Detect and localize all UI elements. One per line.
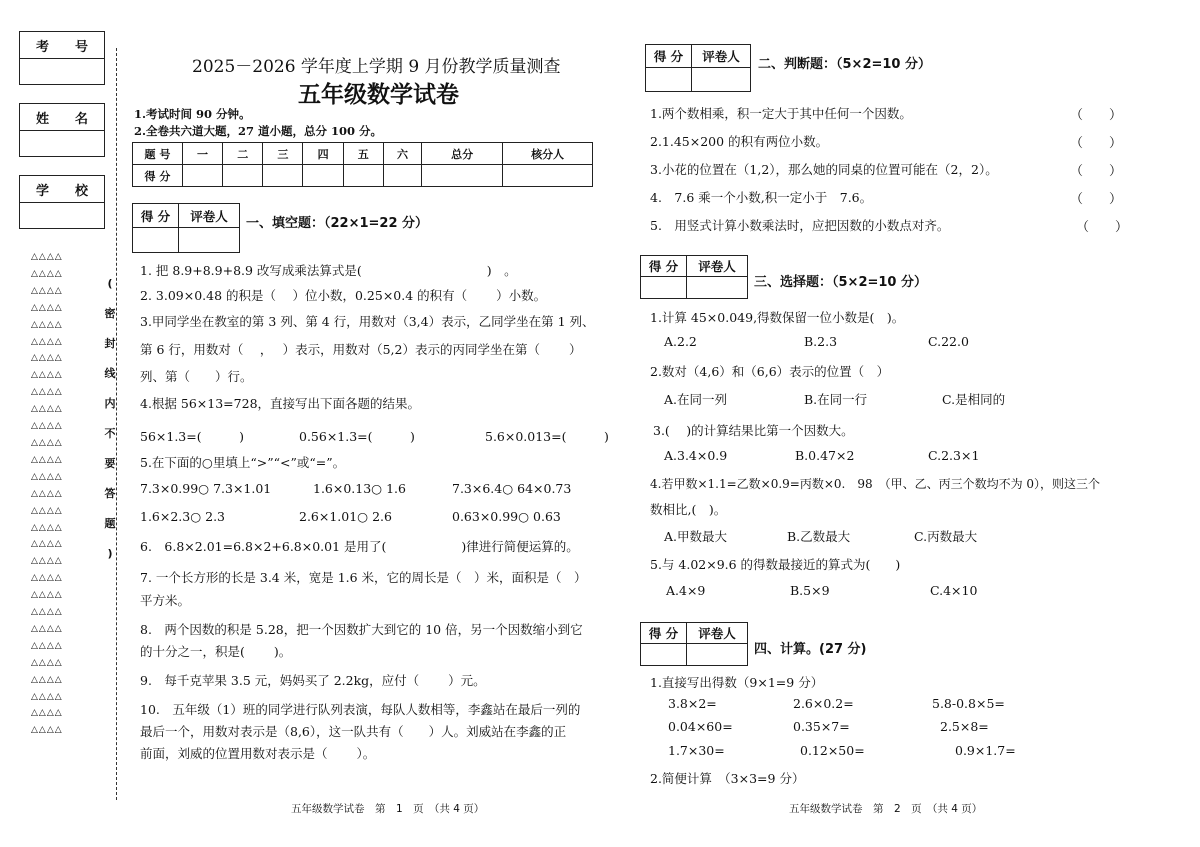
triangle-row: △△△△ (31, 640, 63, 651)
seal-char: 要 (104, 457, 116, 470)
grader-score-label: 得 分 (641, 623, 687, 643)
section4-heading: 四、计算。(27 分) (754, 642, 867, 657)
triangle-row: △△△△ (31, 387, 63, 398)
q3-fill-line1: 3.甲同学坐在教室的第 3 列、第 4 行，用数对（3,4）表示，乙同学坐在第 1 列、 (140, 314, 595, 329)
note-total: 2.全卷共六道大题，27 道小题，总分 100 分。 (134, 124, 383, 138)
grader-score-label: 得 分 (641, 256, 687, 276)
score-table-header: 四 (303, 143, 343, 165)
triangle-row: △△△△ (31, 252, 63, 262)
score-table-header: 题 号 (133, 143, 183, 165)
score-cell[interactable] (383, 165, 421, 187)
grader-name-label: 评卷人 (698, 626, 736, 641)
q5-compare: 7.3×6.4○ 64×0.73 (452, 481, 572, 496)
seal-char: 不 (104, 427, 116, 440)
choice-option: B.乙数最大 (787, 529, 851, 544)
q5-compare: 1.6×0.13○ 1.6 (313, 481, 406, 496)
choice-q1: 1.计算 45×0.049,得数保留一位小数是( )。 (650, 310, 905, 325)
score-cell[interactable] (303, 165, 343, 187)
grader-score-label: 得 分 (133, 204, 179, 227)
judge-answer-slot[interactable]: （ ） (1070, 192, 1123, 207)
section2-heading: 二、判断题：（5×2=10 分） (758, 57, 931, 72)
grader-name-label: 评卷人 (190, 208, 228, 224)
q10-fill-line3: 前面，刘威的位置用数对表示是（ ）。 (140, 746, 376, 761)
triangle-row: △△△△ (31, 556, 63, 567)
choice-q4-line2: 数相比,( )。 (650, 502, 727, 517)
seal-char: 封 (104, 337, 116, 350)
choice-option: A.2.2 (664, 334, 697, 349)
seal-char: ( (107, 277, 113, 290)
triangle-row: △△△△ (31, 370, 63, 381)
exam-number-box[interactable] (19, 31, 105, 85)
q8-fill-line2: 的十分之一，积是( )。 (140, 644, 292, 659)
triangle-row: △△△△ (31, 268, 63, 279)
q5-compare: 7.3×0.99○ 7.3×1.01 (140, 481, 272, 496)
q4-item: 5.6×0.013=( ) (485, 429, 609, 444)
q3-fill-line3: 列、第（ ）行。 (140, 369, 253, 384)
score-cell[interactable] (422, 165, 503, 187)
choice-option: A.4×9 (666, 583, 706, 598)
q5-compare: 0.63×0.99○ 0.63 (452, 509, 561, 524)
score-table-header: 五 (343, 143, 383, 165)
score-table-header: 三 (263, 143, 303, 165)
calc-item: 1.7×30= (668, 743, 725, 758)
q9-fill: 9. 每千克苹果 3.5 元，妈妈买了 2.2kg，应付（ ）元。 (140, 673, 486, 688)
calc-item: 0.12×50= (800, 743, 865, 758)
judge-item: 1.两个数相乘，积一定大于其中任何一个因数。 (650, 106, 912, 121)
triangle-row: △△△△ (31, 708, 63, 719)
name-box[interactable] (19, 103, 105, 157)
school-label: 学 校 (20, 176, 104, 203)
score-cell[interactable] (503, 165, 593, 187)
triangle-row: △△△△ (31, 725, 63, 736)
triangle-row: △△△△ (31, 353, 63, 364)
calc-item: 2.6×0.2= (793, 696, 854, 711)
grader-box-section3[interactable] (640, 255, 748, 299)
q2-fill: 2. 3.09×0.48 的积是（ ）位小数，0.25×0.4 的积有（ ）小数。 (140, 288, 547, 303)
grader-name-label: 评卷人 (702, 49, 740, 64)
triangle-row: △△△△ (31, 674, 63, 685)
score-table-header: 总分 (422, 143, 503, 165)
triangle-row: △△△△ (31, 421, 63, 432)
score-cell[interactable] (343, 165, 383, 187)
score-table-header: 一 (182, 143, 222, 165)
choice-option: B.5×9 (790, 583, 830, 598)
triangle-row: △△△△ (31, 437, 63, 448)
seal-char: 题 (104, 517, 116, 530)
calc-item: 2.5×8= (940, 719, 989, 734)
choice-option: C.2.3×1 (928, 448, 980, 463)
choice-option: C.丙数最大 (914, 529, 978, 544)
score-table-row-label: 得 分 (133, 165, 183, 187)
q8-fill-line1: 8. 两个因数的积是 5.28，把一个因数扩大到它的 10 倍，另一个因数缩小到它 (140, 622, 583, 637)
triangle-row: △△△△ (31, 522, 63, 533)
score-cell[interactable] (263, 165, 303, 187)
triangle-row: △△△△ (31, 488, 63, 499)
q1-fill: 1. 把 8.9+8.9+8.9 改写成乘法算式是( ) 。 (140, 263, 517, 278)
calc-item: 0.35×7= (793, 719, 850, 734)
seal-char: 内 (104, 397, 116, 410)
seal-char: 答 (104, 487, 116, 500)
triangle-row: △△△△ (31, 623, 63, 634)
q10-fill-line2: 最后一个，用数对表示是（8,6），这一队共有（ ）人。刘威站在李鑫的正 (140, 724, 567, 739)
q4-fill: 4.根据 56×13=728，直接写出下面各题的结果。 (140, 396, 421, 411)
grader-box-section2[interactable] (645, 44, 751, 92)
q7-fill-line1: 7. 一个长方形的长是 3.4 米，宽是 1.6 米，它的周长是（ ）米，面积是（ ） (140, 570, 587, 585)
grader-box-section4[interactable] (640, 622, 748, 666)
choice-q5: 5.与 4.02×9.6 的得数最接近的算式为( ) (650, 557, 901, 572)
score-table-header: 二 (223, 143, 263, 165)
choice-option: B.0.47×2 (795, 448, 855, 463)
calc-sub2: 2.简便计算 （3×3=9 分） (650, 771, 805, 786)
triangle-row: △△△△ (31, 302, 63, 313)
q4-item: 56×1.3=( ) (140, 429, 244, 444)
choice-q4-line1: 4.若甲数×1.1=乙数×0.9=丙数×0. 98 （甲、乙、丙三个数均不为 0），则这三个 (650, 477, 1101, 491)
choice-option: B.在同一行 (804, 392, 868, 407)
calc-item: 0.9×1.7= (955, 743, 1016, 758)
judge-item: 4. 7.6 乘一个小数,积一定小于 7.6。 (650, 190, 873, 205)
triangle-row: △△△△ (31, 539, 63, 550)
section1-heading: 一、填空题：（22×1=22 分） (246, 216, 429, 231)
choice-option: A.在同一列 (664, 392, 728, 407)
name-label: 姓 名 (20, 104, 104, 131)
school-box[interactable] (19, 175, 105, 229)
judge-answer-slot[interactable]: （ ） (1070, 136, 1123, 151)
seal-char: 密 (104, 307, 116, 320)
page-title: 五年级数学试卷 (298, 82, 459, 108)
choice-q2: 2.数对（4,6）和（6,6）表示的位置（ ） (650, 364, 890, 379)
triangle-row: △△△△ (31, 607, 63, 618)
calc-sub1: 1.直接写出得数（9×1=9 分） (650, 675, 824, 690)
choice-option: A.甲数最大 (664, 529, 728, 544)
calc-item: 0.04×60= (668, 719, 733, 734)
triangle-row: △△△△ (31, 590, 63, 601)
triangle-row: △△△△ (31, 471, 63, 482)
triangle-row: △△△△ (31, 657, 63, 668)
q5-compare: 2.6×1.01○ 2.6 (299, 509, 392, 524)
calc-item: 5.8-0.8×5= (932, 696, 1005, 711)
seal-char: ) (107, 547, 113, 560)
score-table-header: 核分人 (503, 143, 593, 165)
q5-fill: 5.在下面的○里填上“>”“<”或“=”。 (140, 455, 346, 470)
grader-name-label: 评卷人 (698, 259, 736, 274)
choice-option: B.2.3 (804, 334, 838, 349)
footer-page2: 五年级数学试卷 第 2 页 （共 4 页） (789, 803, 983, 815)
note-time: 1.考试时间 90 分钟。 (134, 107, 251, 121)
section3-heading: 三、选择题：（5×2=10 分） (754, 275, 927, 290)
footer-page1: 五年级数学试卷 第 1 页 （共 4 页） (291, 803, 485, 815)
q5-compare: 1.6×2.3○ 2.3 (140, 509, 225, 524)
triangle-row: △△△△ (31, 319, 63, 330)
triangle-row: △△△△ (31, 336, 63, 347)
choice-option: C.是相同的 (942, 392, 1006, 407)
judge-item: 5. 用竖式计算小数乘法时，应把因数的小数点对齐。 (650, 218, 950, 233)
triangle-row: △△△△ (31, 505, 63, 516)
triangle-row: △△△△ (31, 454, 63, 465)
choice-option: C.4×10 (930, 583, 978, 598)
choice-option: C.22.0 (928, 334, 969, 349)
triangle-column (31, 249, 63, 739)
q4-item: 0.56×1.3=( ) (299, 429, 415, 444)
score-cell[interactable] (223, 165, 263, 187)
seal-char: 线 (104, 367, 116, 380)
seal-dashed-line (116, 48, 117, 800)
triangle-row: △△△△ (31, 691, 63, 702)
judge-answer-slot[interactable]: （ ） (1070, 164, 1123, 179)
triangle-row: △△△△ (31, 285, 63, 296)
judge-answer-slot[interactable]: （ ） (1076, 220, 1129, 235)
q6-fill: 6. 6.8×2.01=6.8×2+6.8×0.01 是用了( )律进行简便运算的。 (140, 539, 579, 554)
exam-period-line: 2025－2026 学年度上学期 9 月份教学质量测查 (192, 57, 561, 77)
choice-q3: 3.( )的计算结果比第一个因数大。 (653, 423, 854, 438)
q7-fill-line2: 平方米。 (140, 593, 191, 608)
calc-item: 3.8×2= (668, 696, 717, 711)
q10-fill-line1: 10. 五年级（1）班的同学进行队列表演，每队人数相等，李鑫站在最后一列的 (140, 702, 581, 717)
judge-answer-slot[interactable]: （ ） (1070, 108, 1123, 123)
grader-box-section1[interactable] (132, 203, 240, 253)
score-table (132, 142, 593, 187)
q3-fill-line2: 第 6 行，用数对（ ， ）表示，用数对（5,2）表示的丙同学坐在第（ ） (140, 342, 582, 357)
exam-number-label: 考 号 (20, 32, 104, 59)
triangle-row: △△△△ (31, 404, 63, 415)
grader-score-label: 得 分 (646, 45, 692, 67)
choice-option: A.3.4×0.9 (664, 448, 728, 463)
score-table-header: 六 (383, 143, 421, 165)
judge-item: 3.小花的位置在（1,2），那么她的同桌的位置可能在（2，2）。 (650, 162, 998, 177)
score-cell[interactable] (182, 165, 222, 187)
triangle-row: △△△△ (31, 573, 63, 584)
judge-item: 2.1.45×200 的积有两位小数。 (650, 134, 829, 149)
